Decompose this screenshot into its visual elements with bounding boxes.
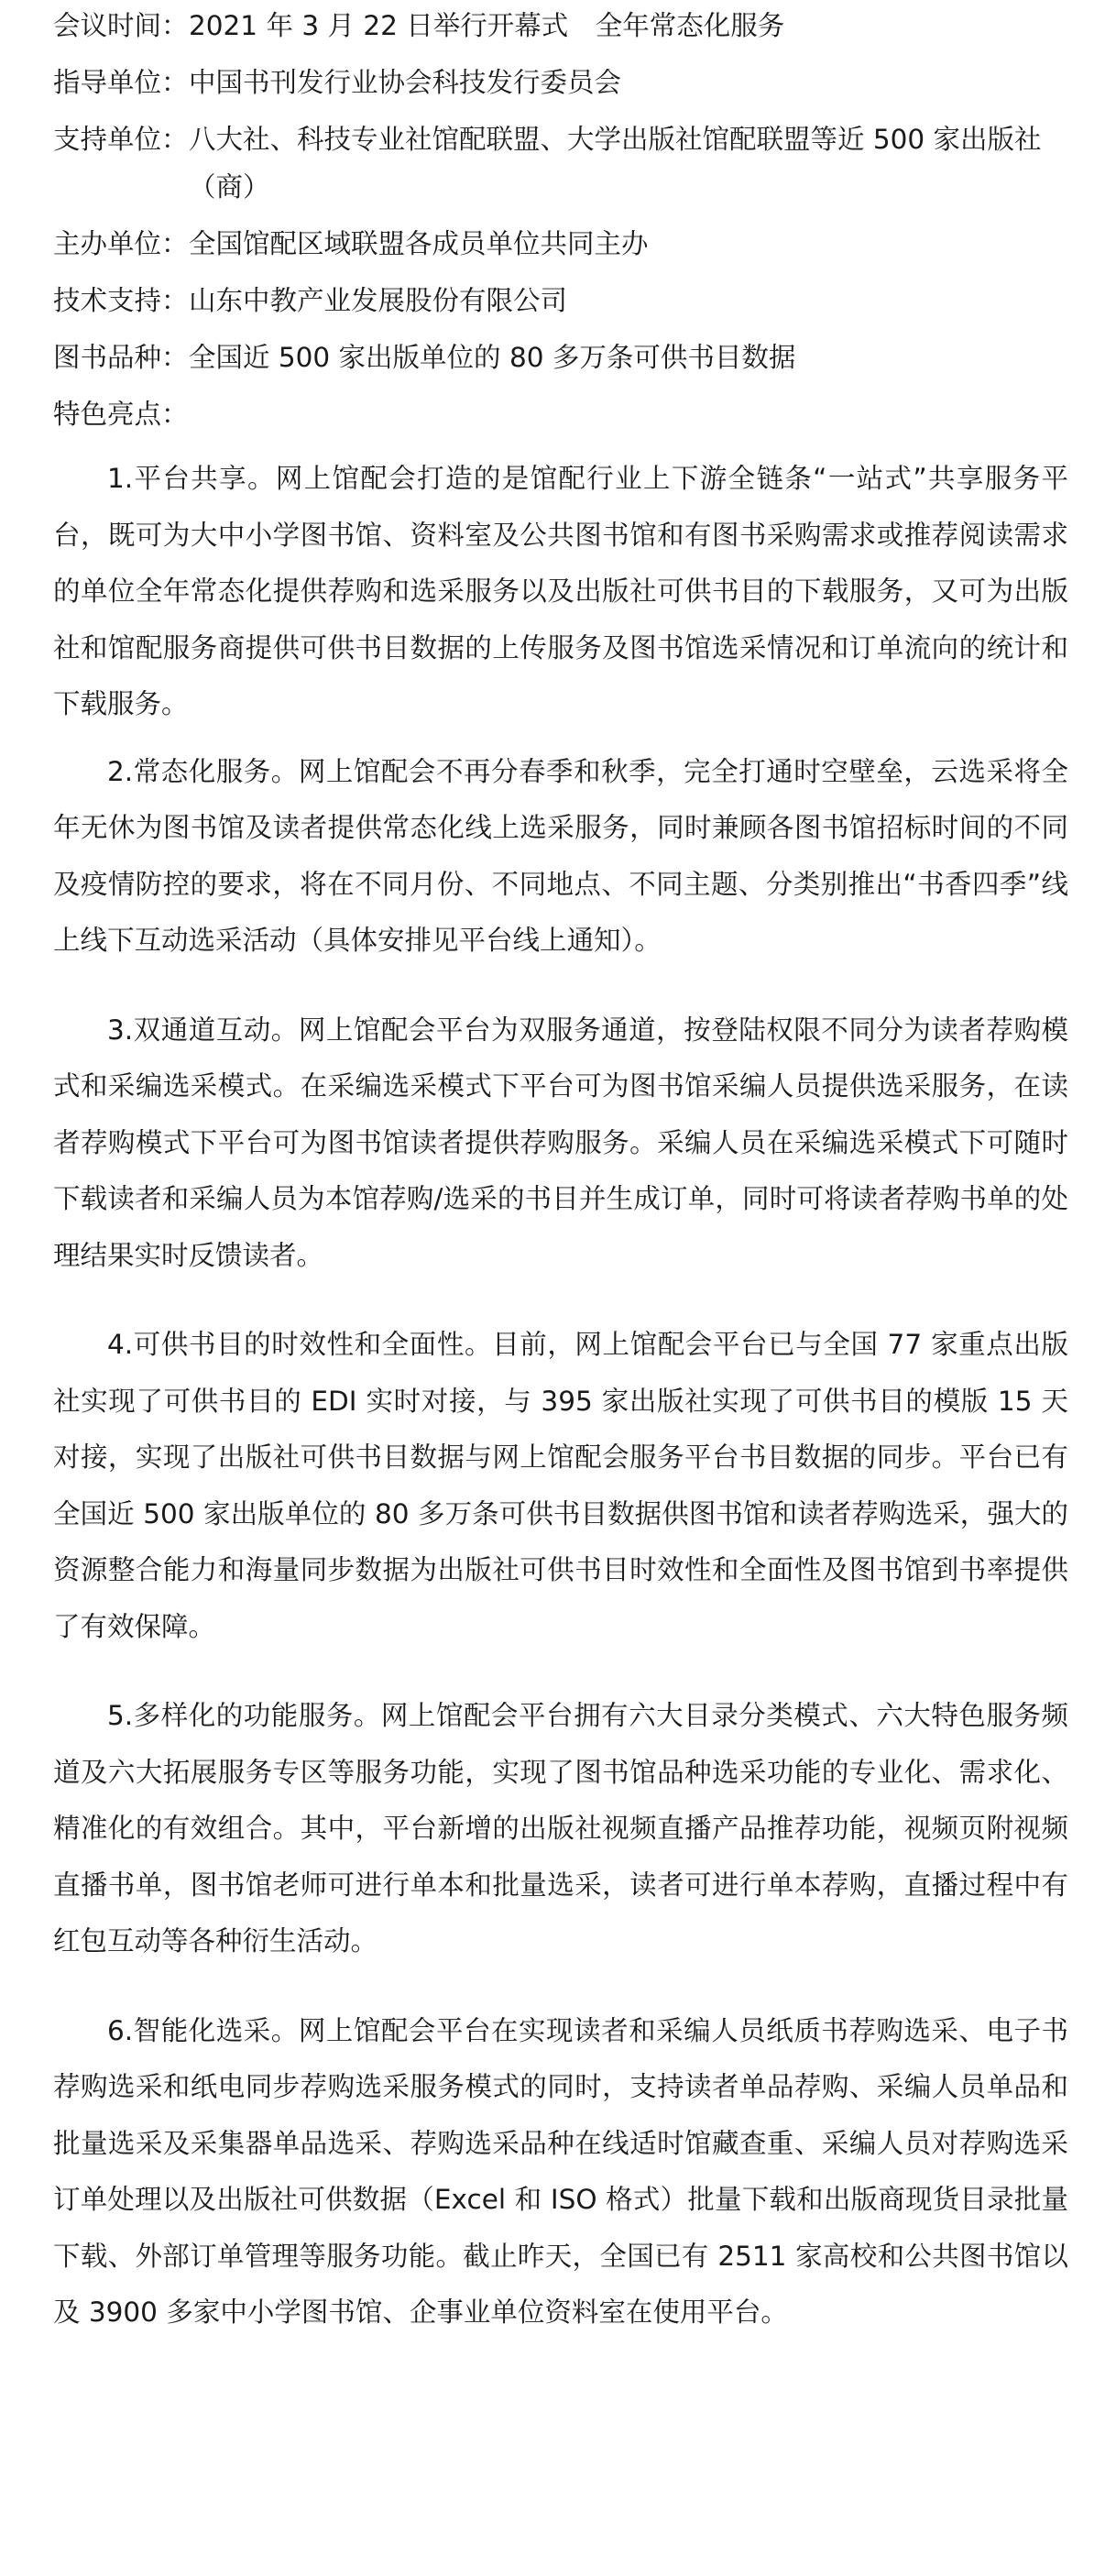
highlight-paragraph-5: 5.多样化的功能服务。网上馆配会平台拥有六大目录分类模式、六大特色服务频道及六大拓展服务专区等服务功能，实现了图书馆品种选采功能的专业化、需求化、精准化的有效组合。其中，平台新增的出版社视频直播产品推荐功能，视频页附视频直播书单，图书馆老师可进行单本和批量选采，读者可进行单本荐购，直播过程中有红包互动等各种衍生活动。 xyxy=(53,1700,1068,1957)
meta-value: 全国近 500 家出版单位的 80 多万条可供书目数据 xyxy=(189,342,796,373)
meta-label: 技术支持： xyxy=(53,285,189,316)
highlight-paragraph-1: 1.平台共享。网上馆配会打造的是馆配行业上下游全链条“一站式”共享服务平台，既可为大中小学图书馆、资料室及公共图书馆和有图书采购需求或推荐阅读需求的单位全年常态化提供荐购和选采服务以及出版社可供书目的下载服务，又可为出版社和馆配服务商提供可供书目数据的上传服务及图书馆选采情况和订单流向的统计和下载服务。 xyxy=(53,463,1068,719)
highlight-paragraph-6: 6.智能化选采。网上馆配会平台在实现读者和采编人员纸质书荐购选采、电子书荐购选采和纸电同步荐购选采服务模式的同时，支持读者单品荐购、采编人员单品和批量选采及采集器单品选采、荐购选采品种在线适时馆藏查重、采编人员对荐购选采订单处理以及出版社可供数据（Excel 和 ISO 格式）批量下载和出版商现货目录批量下载、外部订单管理等服务功能。截止昨天，全国已有 2511 家高校和公共图书馆以及 3900 多家中小学图书馆、企事业单位资料室在使用平台。 xyxy=(53,2014,1068,2328)
meta-value: 八大社、科技专业社馆配联盟、大学出版社馆配联盟等近 500 家出版社（商） xyxy=(189,124,1042,203)
meta-value: 全国馆配区域联盟各成员单位共同主办 xyxy=(189,228,649,259)
meta-row-time xyxy=(53,2,1068,49)
meta-label: 主办单位： xyxy=(53,228,189,259)
meta-row-host xyxy=(53,220,1068,268)
document-page xyxy=(0,2,1105,2576)
meeting-info xyxy=(53,2,1068,381)
meta-row-tech xyxy=(53,277,1068,324)
meta-label: 支持单位： xyxy=(53,124,189,155)
highlight-paragraph-4: 4.可供书目的时效性和全面性。目前，网上馆配会平台已与全国 77 家重点出版社实现了可供书目的 EDI 实时对接，与 395 家出版社实现了可供书目的模版 15 天对接，实现了出版社可供书目数据与网上馆配会服务平台书目数据的同步。平台已有全国近 500 家出版单位的 80 多万条可供书目数据供图书馆和读者荐购选采，强大的资源整合能力和海量同步数据为出版社可供书目时效性和全面性及图书馆到书率提供了有效保障。 xyxy=(53,1329,1068,1642)
highlights-heading: 特色亮点： xyxy=(53,399,189,430)
meta-row-books xyxy=(53,334,1068,381)
meta-row-guidance xyxy=(53,59,1068,106)
meta-label: 会议时间： xyxy=(53,10,189,41)
meta-label: 图书品种： xyxy=(53,342,189,373)
meta-row-support xyxy=(53,115,1068,211)
highlight-paragraph-2: 2.常态化服务。网上馆配会不再分春季和秋季，完全打通时空壁垒，云选采将全年无休为图书馆及读者提供常态化线上选采服务，同时兼顾各图书馆招标时间的不同及疫情防控的要求，将在不同月份、不同地点、不同主题、分类别推出“书香四季”线上线下互动选采活动（具体安排见平台线上通知）。 xyxy=(53,755,1068,956)
meta-value: 山东中教产业发展股份有限公司 xyxy=(189,285,568,316)
meta-label: 指导单位： xyxy=(53,67,189,98)
meta-value: 中国书刊发行业协会科技发行委员会 xyxy=(189,67,622,98)
highlight-paragraph-3: 3.双通道互动。网上馆配会平台为双服务通道，按登陆权限不同分为读者荐购模式和采编选采模式。在采编选采模式下平台可为图书馆采编人员提供选采服务，在读者荐购模式下平台可为图书馆读者提供荐购服务。采编人员在采编选采模式下可随时下载读者和采编人员为本馆荐购/选采的书目并生成订单，同时可将读者荐购书单的处理结果实时反馈读者。 xyxy=(53,1014,1068,1271)
meta-value: 2021 年 3 月 22 日举行开幕式 全年常态化服务 xyxy=(189,10,785,41)
